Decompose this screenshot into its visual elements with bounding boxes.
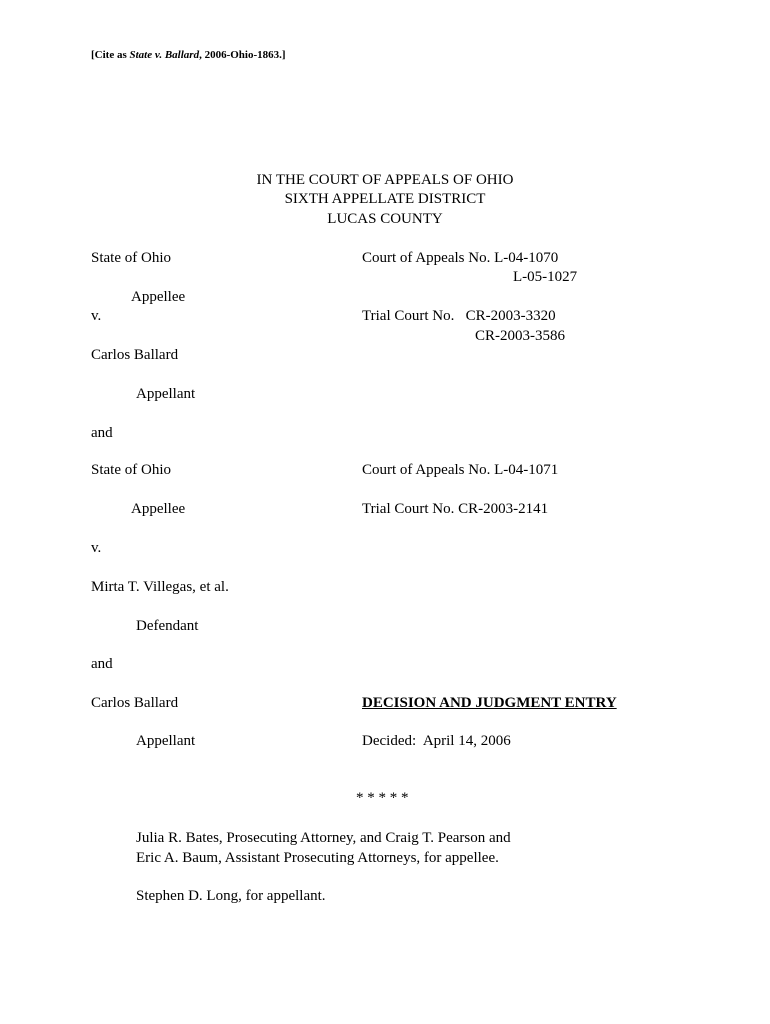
caption1-role1: Appellee	[131, 289, 186, 305]
counsel-appellee-line-2: Eric A. Baum, Assistant Prosecuting Attorneys, for appellee.	[136, 850, 499, 866]
cite-case-name: State v. Ballard	[129, 49, 200, 61]
caption1-party2: Carlos Ballard	[91, 347, 179, 363]
caption2-role2: Defendant	[136, 618, 199, 634]
court-name: IN THE COURT OF APPEALS OF OHIO	[256, 172, 514, 188]
caption2-role1: Appellee	[131, 501, 186, 517]
caption3-role: Appellant	[136, 733, 196, 749]
caption2-party1: State of Ohio	[91, 462, 171, 478]
caption1-trial-number-2: CR-2003-3586	[475, 328, 565, 344]
caption2-appeals-number: Court of Appeals No. L-04-1071	[362, 462, 559, 478]
court-district: SIXTH APPELLATE DISTRICT	[284, 191, 486, 207]
and-separator-1: and	[91, 425, 113, 441]
cite-prefix: [Cite as	[91, 49, 130, 61]
caption1-trial-number: Trial Court No. CR-2003-3320	[362, 308, 556, 324]
decision-title: DECISION AND JUDGMENT ENTRY	[362, 695, 617, 711]
caption2-trial-number: Trial Court No. CR-2003-2141	[362, 501, 549, 517]
caption2-party2: Mirta T. Villegas, et al.	[91, 579, 229, 595]
counsel-appellee-line-1: Julia R. Bates, Prosecuting Attorney, and Craig T. Pearson and	[136, 830, 511, 846]
court-county: LUCAS COUNTY	[327, 211, 443, 227]
caption1-party1: State of Ohio	[91, 250, 171, 266]
citation	[91, 46, 286, 64]
caption2-versus: v.	[91, 540, 102, 556]
counsel-appellant: Stephen D. Long, for appellant.	[136, 888, 326, 904]
caption1-appeals-number-2: L-05-1027	[513, 269, 578, 285]
section-separator: * * * * *	[356, 790, 409, 806]
and-separator-2: and	[91, 656, 113, 672]
decision-date: Decided: April 14, 2006	[362, 733, 511, 749]
caption1-versus: v.	[91, 308, 102, 324]
caption1-appeals-number: Court of Appeals No. L-04-1070	[362, 250, 559, 266]
cite-suffix: , 2006-Ohio-1863.]	[199, 49, 286, 61]
caption3-party: Carlos Ballard	[91, 695, 179, 711]
caption1-role2: Appellant	[136, 386, 196, 402]
